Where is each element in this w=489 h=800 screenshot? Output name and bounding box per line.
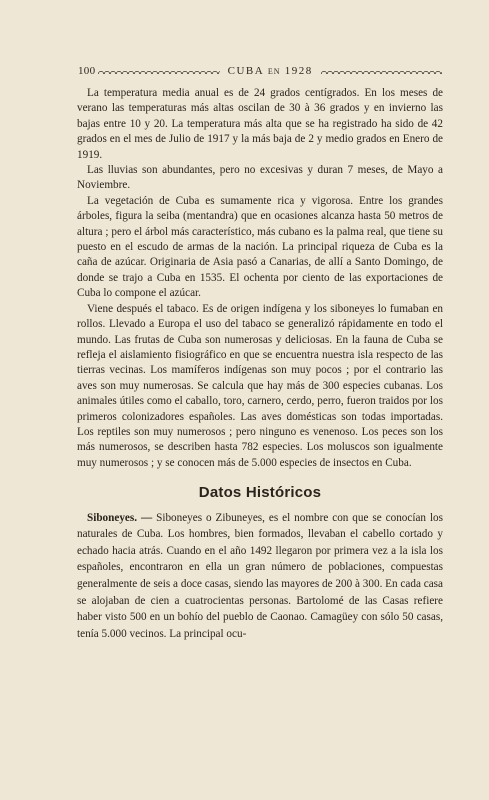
paragraph-temperature: La temperatura media anual es de 24 grados centígrados. En los meses de verano las temperaturas más altas oscilan de 30 à 36 grados y en invierno las bajas entre 10 y 20. La temperatura más alta que se ha registrado ha sido de 42 grados en el mes de Julio de 1917 y la más baja de 2 y medio grados en Enero de 1919. (77, 87, 443, 161)
running-title-main: CUBA (227, 65, 264, 77)
paragraph-siboneyes-text: Siboneyes o Zibuneyes, es el nombre con que se conocían los naturales de Cuba. Los hombres, bien formados, llevaban el cabello cortado y echado hacia atrás. Cuando en el año 1492 llegaron por primera vez a la isla los españoles, encontraron en ella un gran número de poblaciones, compuestas generalmente de seis a doce casas, siendo las mayores de 200 à 300. En cada casa se alojaban de cien a cuatrocientas personas. Bartolomé de las Casas refiere haber visto 500 en un bohío del pueblo de Caonao. Camagüey con sólo 50 casas, tenía 5.000 vecinos. La principal ocu- (77, 511, 444, 640)
wave-ornament-left (98, 68, 219, 74)
paragraph-lead: Siboneyes. — (87, 511, 153, 524)
wave-ornament-right (321, 68, 442, 74)
running-title-year: 1928 (284, 65, 313, 77)
running-title-small: EN (267, 67, 281, 76)
running-header (78, 64, 442, 78)
body-text (77, 86, 443, 642)
running-title (228, 65, 313, 77)
paragraph-siboneyes (77, 510, 443, 643)
paragraph-rain: Las lluvias son abundantes, pero no excesivas y duran 7 meses, de Mayo a Noviembre. (77, 164, 443, 192)
paragraph-vegetation: La vegetación de Cuba es sumamente rica y vigorosa. Entre los grandes árboles, figura la seiba (mentandra) que en ocasiones alcanza hasta 50 metros de altura ; pero el árbol más característico, más cubano es la palma real, que tiene su puesto en el escudo de armas de la nación. La principal riqueza de Cuba es la caña de azúcar. Originaria de Asia pasó a Canarias, de allí a Santo Domingo, de donde se trajo a Cuba en 1535. El ochenta por ciento de las exportaciones de Cuba lo compone el azúcar. (77, 194, 443, 300)
section-heading: Datos Históricos (198, 484, 322, 502)
page-number: 100 (78, 65, 96, 77)
paragraph-tobacco-fauna: Viene después el tabaco. Es de origen indígena y los siboneyes lo fumaban en rollos. Llevado a Europa el uso del tabaco se generalizó rápidamente en todo el mundo. Las frutas de Cuba son numerosas y deliciosas. En la fauna de Cuba se refleja el aislamiento fisiográfico en que se encuentra nuestra isla respecto de las tierras vecinas. Los mamíferos indígenas son muy pocos ; por el contrario las aves son muy numerosas. Se calcula que hay más de 300 especies cubanas. Los animales útiles como el caballo, toro, carnero, cerdo, perro, fueron traidos por los primeros colonizadores españoles. Las aves domésticas son todas importadas. Los reptiles son muy numerosos ; pero ninguno es venenoso. Los peces son los más numerosos, se describen hasta 782 especies. Los moluscos son igualmente muy numerosos ; y se conocen más de 5.000 especies de insectos en Cuba. (77, 302, 443, 469)
